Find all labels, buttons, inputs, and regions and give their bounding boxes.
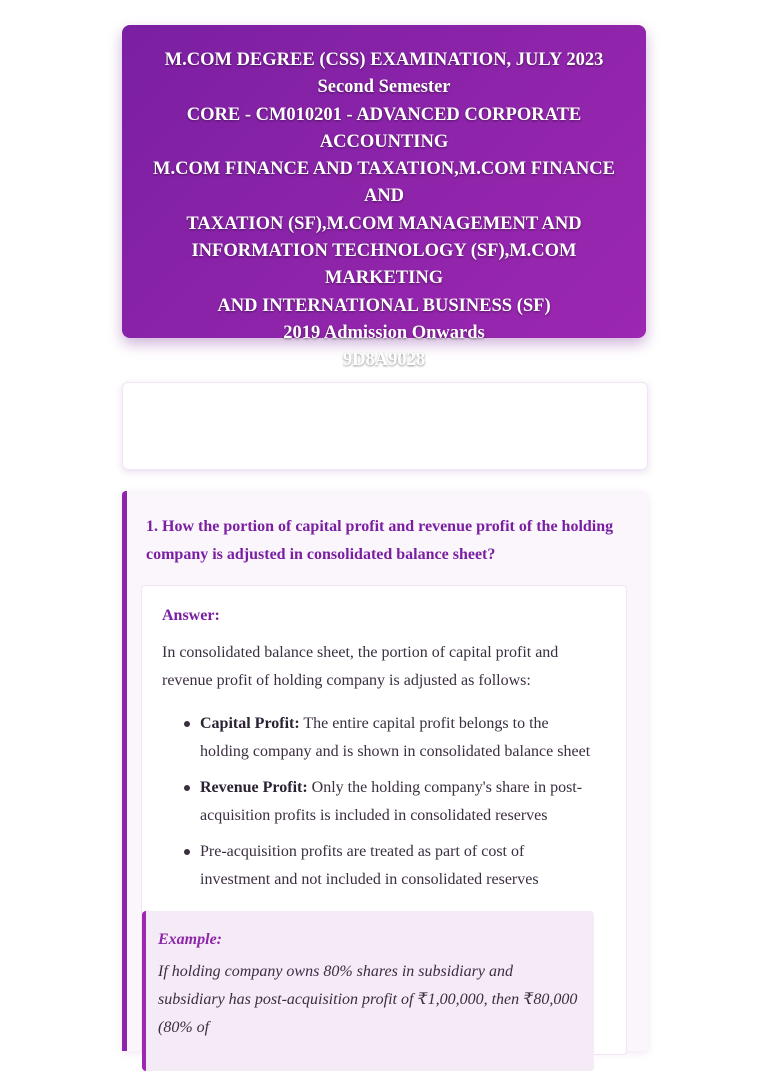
list-item: [200, 774, 595, 830]
admission-line: 2019 Admission Onwards: [283, 322, 485, 343]
question-text: 1. How the portion of capital profit and revenue profit of the holding company is adjusted in consolidated balance sheet?: [146, 518, 614, 563]
point-text: Pre-acquisition profits are treated as part of cost of investment and not included in consolidated reserves: [200, 843, 539, 888]
exam-title-line: M.COM DEGREE (CSS) EXAMINATION, JULY 2023: [164, 50, 604, 70]
point-text: Only the holding company's share in post-acquisition profits is included in consolidated reserves: [200, 779, 583, 824]
programmes-line: AND INTERNATIONAL BUSINESS (SF): [217, 295, 551, 316]
course-line: CORE - CM010201 - ADVANCED CORPORATE: [186, 104, 582, 125]
programmes-line: M.COM FINANCE AND TAXATION,M.COM FINANCE AND: [153, 159, 615, 207]
point-term: Capital Profit:: [200, 715, 300, 732]
example-box: [142, 911, 594, 1071]
example-label: Example:: [158, 931, 222, 948]
answer-intro: In consolidated balance sheet, the portion of capital profit and revenue profit of holding company is adjusted as follows:: [162, 644, 559, 689]
paper-code: 9D8A9028: [342, 350, 426, 371]
programmes-line: TAXATION (SF),M.COM MANAGEMENT AND: [186, 213, 582, 234]
answer-list: [200, 710, 595, 902]
question-card: [122, 491, 648, 1051]
answer-box: [141, 585, 627, 1055]
point-text: The entire capital profit belongs to the holding company and is shown in consolidated balance sheet: [200, 715, 591, 760]
exam-header-card: [122, 25, 646, 371]
semester-line: Second Semester: [317, 77, 451, 98]
point-term: Revenue Profit:: [200, 779, 308, 796]
programmes-line: INFORMATION TECHNOLOGY (SF),M.COM MARKETING: [191, 241, 577, 289]
blank-card: [122, 382, 648, 470]
list-item: [200, 838, 595, 894]
list-item: [200, 710, 595, 766]
example-text: If holding company owns 80% shares in subsidiary and subsidiary has post-acquisition profit of ₹1,00,000, then ₹80,000 (80% of: [158, 963, 578, 1036]
course-line-cont: ACCOUNTING: [319, 131, 449, 152]
answer-label: Answer:: [162, 607, 220, 624]
